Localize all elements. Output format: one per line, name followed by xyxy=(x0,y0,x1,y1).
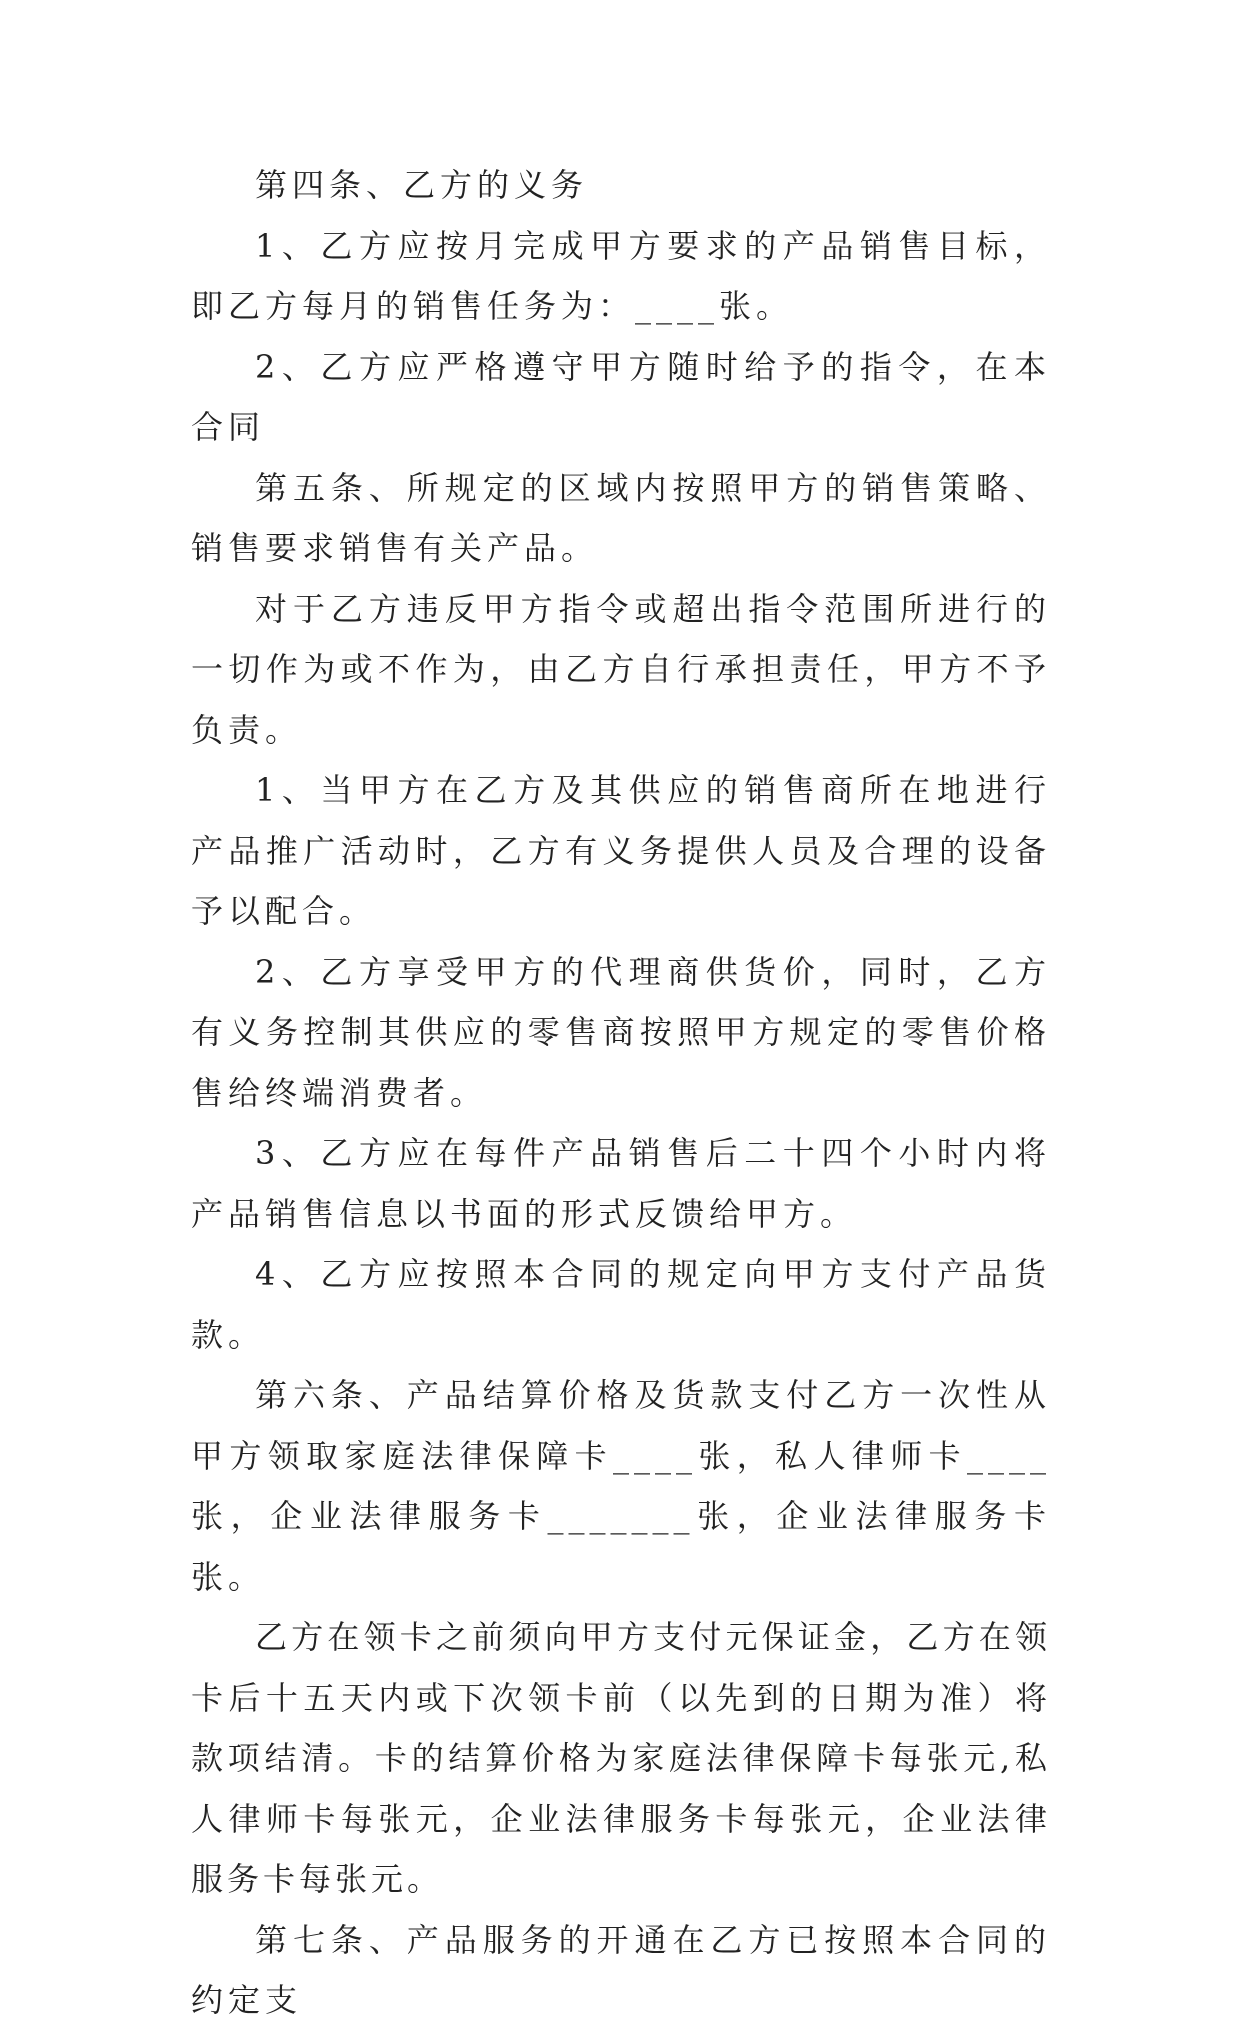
paragraph-payment: 4、乙方应按照本合同的规定向甲方支付产品货款。 xyxy=(191,1255,1051,1354)
paragraph-article-6: 第六条、产品结算价格及货款支付乙方一次性从甲方领取家庭法律保障卡____张，私人律师卡____张，企业法律服务卡_______张，企业法律服务卡张。 xyxy=(191,1376,1051,1596)
document-body xyxy=(191,155,1051,2031)
paragraph-article-7: 第七条、产品服务的开通在乙方已按照本合同的约定支 xyxy=(191,1920,1051,2019)
heading-article-4: 第四条、乙方的义务 xyxy=(255,166,589,204)
paragraph-promotion: 1、当甲方在乙方及其供应的销售商所在地进行产品推广活动时，乙方有义务提供人员及合理的设备予以配合。 xyxy=(191,771,1051,930)
paragraph-feedback: 3、乙方应在每件产品销售后二十四个小时内将产品销售信息以书面的形式反馈给甲方。 xyxy=(191,1134,1051,1233)
paragraph-liability: 对于乙方违反甲方指令或超出指令范围所进行的一切作为或不作为，由乙方自行承担责任，甲方不予负责。 xyxy=(191,589,1051,749)
paragraph-pricing: 2、乙方享受甲方的代理商供货价，同时，乙方有义务控制其供应的零售商按照甲方规定的零售价格售给终端消费者。 xyxy=(191,952,1051,1112)
paragraph-obligation-1: 1、乙方应按月完成甲方要求的产品销售目标，即乙方每月的销售任务为：____张。 xyxy=(191,226,1051,325)
paragraph-deposit: 乙方在领卡之前须向甲方支付元保证金，乙方在领卡后十五天内或下次领卡前（以先到的日期为准）将款项结清。卡的结算价格为家庭法律保障卡每张元,私人律师卡每张元，企业法律服务卡每张元，企业法律服务卡每张元。 xyxy=(191,1618,1051,1898)
paragraph-obligation-2: 2、乙方应严格遵守甲方随时给予的指令，在本合同 xyxy=(191,347,1051,446)
paragraph-article-5: 第五条、所规定的区域内按照甲方的销售策略、销售要求销售有关产品。 xyxy=(191,468,1051,567)
